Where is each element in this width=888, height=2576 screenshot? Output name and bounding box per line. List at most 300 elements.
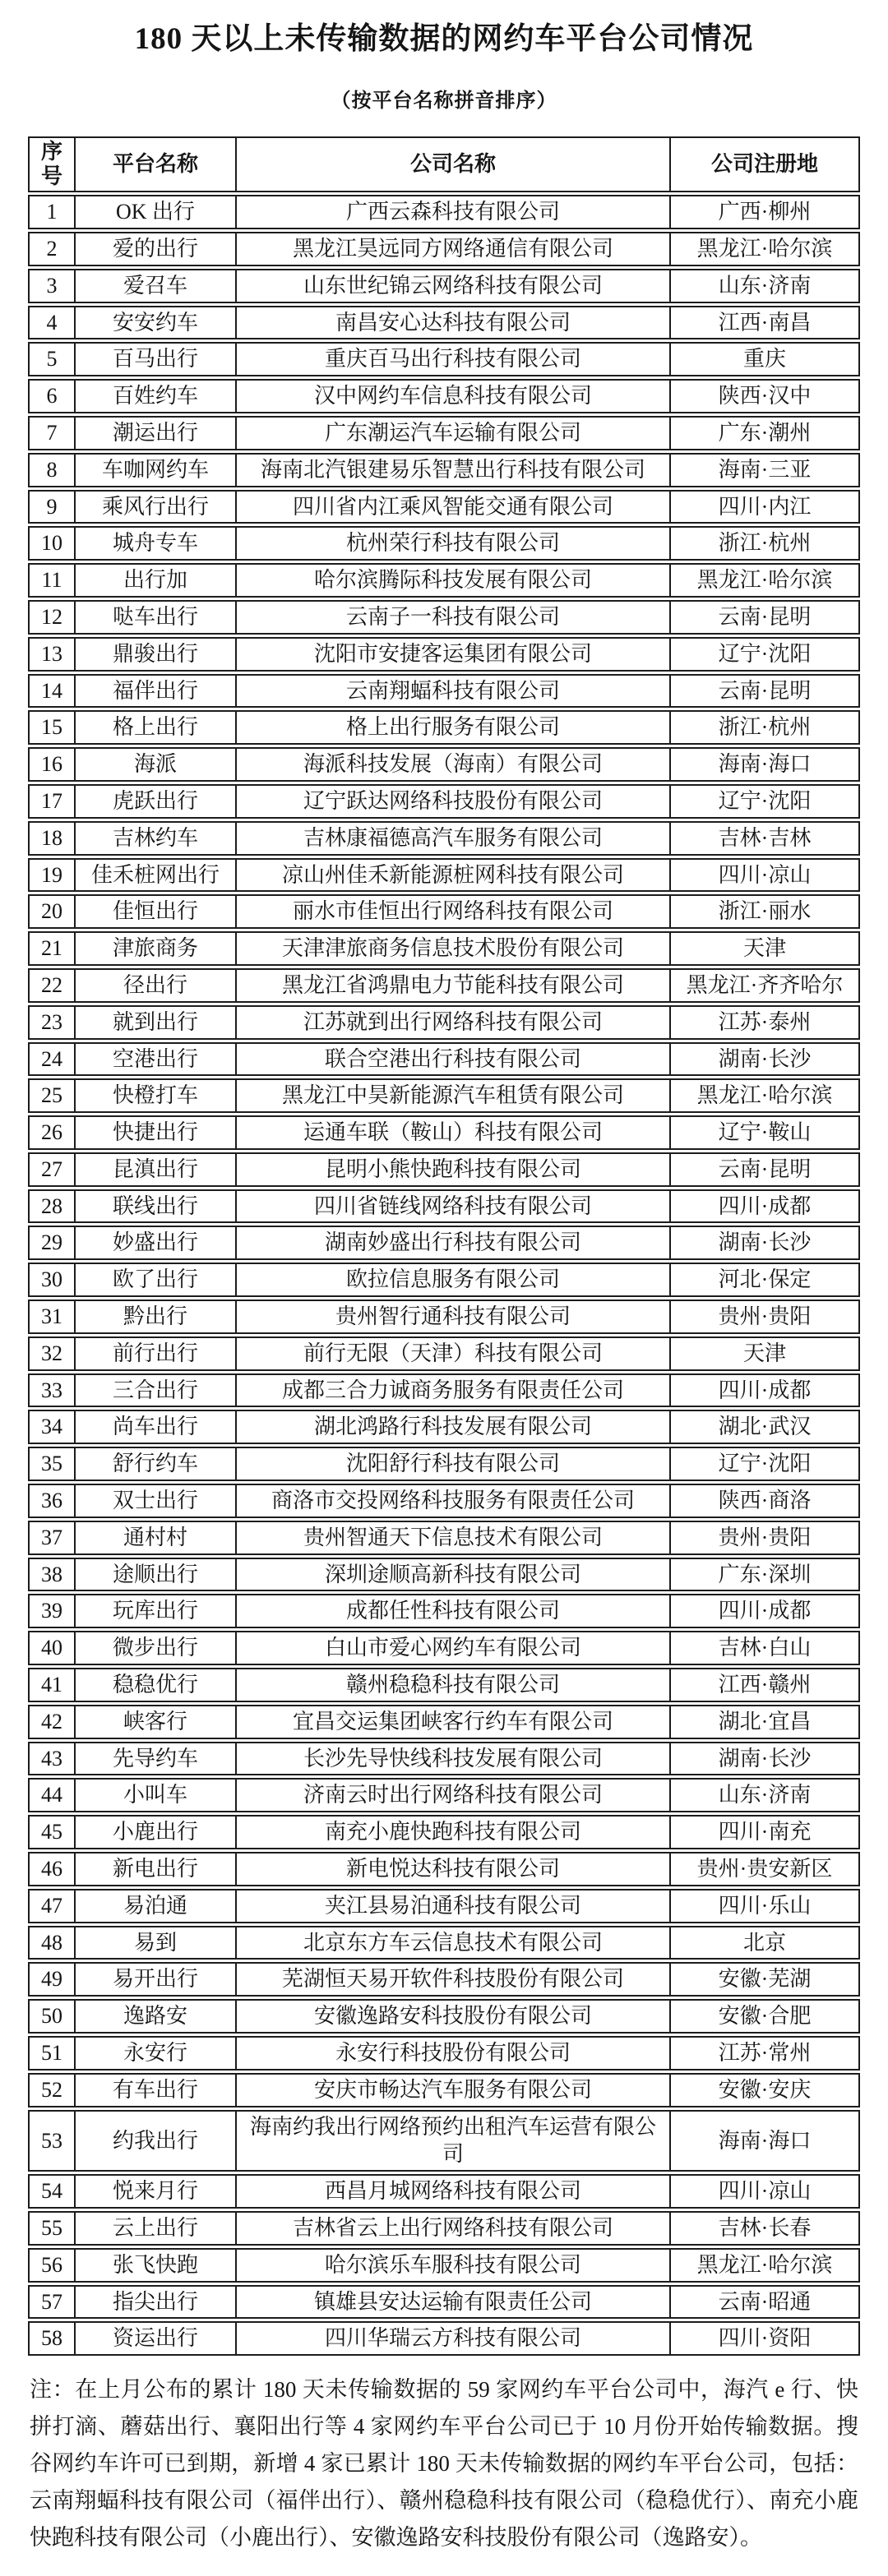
row-number-cell: 48 — [28, 1926, 76, 1960]
registration-place-cell: 四川·成都 — [671, 1373, 860, 1408]
company-name-cell: 湖南妙盛出行科技有限公司 — [237, 1226, 671, 1260]
platform-name-cell: 双士出行 — [76, 1484, 237, 1518]
company-name-cell: 黑龙江中昊新能源汽车租赁有限公司 — [237, 1078, 671, 1113]
company-name-cell: 哈尔滨腾际科技发展有限公司 — [237, 563, 671, 598]
platform-name-cell: 约我出行 — [76, 2110, 237, 2172]
platform-name-cell: 安安约车 — [76, 306, 237, 340]
row-number-cell: 39 — [28, 1594, 76, 1628]
registration-place-cell: 山东·济南 — [671, 1778, 860, 1812]
table-row — [28, 1668, 860, 1702]
col-header-registration-place: 公司注册地 — [671, 136, 860, 192]
registration-place-cell: 安徽·安庆 — [671, 2073, 860, 2107]
registration-place-cell: 天津 — [671, 931, 860, 966]
platform-name-cell: 就到出行 — [76, 1005, 237, 1040]
company-name-cell: 联合空港出行科技有限公司 — [237, 1042, 671, 1077]
platform-name-cell: 车咖网约车 — [76, 453, 237, 487]
company-name-cell: 黑龙江省鸿鼎电力节能科技有限公司 — [237, 968, 671, 1003]
table-row — [28, 2285, 860, 2320]
platform-table — [28, 134, 860, 2358]
table-row — [28, 1558, 860, 1592]
table-row — [28, 1815, 860, 1849]
registration-place-cell: 江西·赣州 — [671, 1668, 860, 1702]
row-number-cell: 2 — [28, 232, 76, 266]
platform-name-cell: 出行加 — [76, 563, 237, 598]
company-name-cell: 凉山州佳禾新能源桩网科技有限公司 — [237, 858, 671, 893]
registration-place-cell: 云南·昆明 — [671, 1152, 860, 1187]
registration-place-cell: 辽宁·鞍山 — [671, 1115, 860, 1150]
table-row — [28, 1742, 860, 1776]
platform-name-cell: 云上出行 — [76, 2211, 237, 2246]
company-name-cell: 广东潮运汽车运输有限公司 — [237, 416, 671, 450]
row-number-cell: 22 — [28, 968, 76, 1003]
table-row — [28, 526, 860, 561]
row-number-cell: 26 — [28, 1115, 76, 1150]
row-number-cell: 5 — [28, 342, 76, 376]
table-row — [28, 1594, 860, 1628]
company-name-cell: 天津津旅商务信息技术股份有限公司 — [237, 931, 671, 966]
registration-place-cell: 安徽·芜湖 — [671, 1962, 860, 1997]
company-name-cell: 白山市爱心网约车有限公司 — [237, 1631, 671, 1665]
company-name-cell: 江苏就到出行网络科技有限公司 — [237, 1005, 671, 1040]
platform-name-cell: 百马出行 — [76, 342, 237, 376]
registration-place-cell: 四川·资阳 — [671, 2321, 860, 2356]
registration-place-cell: 黑龙江·哈尔滨 — [671, 563, 860, 598]
company-name-cell: 海派科技发展（海南）有限公司 — [237, 747, 671, 782]
registration-place-cell: 浙江·丽水 — [671, 894, 860, 929]
row-number-cell: 25 — [28, 1078, 76, 1113]
platform-name-cell: 指尖出行 — [76, 2285, 237, 2320]
registration-place-cell: 吉林·长春 — [671, 2211, 860, 2246]
platform-name-cell: 城舟专车 — [76, 526, 237, 561]
row-number-cell: 7 — [28, 416, 76, 450]
col-header-company-name: 公司名称 — [237, 136, 671, 192]
table-row — [28, 1926, 860, 1960]
registration-place-cell: 海南·海口 — [671, 2110, 860, 2172]
registration-place-cell: 四川·凉山 — [671, 858, 860, 893]
registration-place-cell: 四川·成都 — [671, 1594, 860, 1628]
table-row — [28, 490, 860, 524]
table-row — [28, 563, 860, 598]
company-name-cell: 南充小鹿快跑科技有限公司 — [237, 1815, 671, 1849]
company-name-cell: 长沙先导快线科技发展有限公司 — [237, 1742, 671, 1776]
row-number-cell: 14 — [28, 674, 76, 709]
table-row — [28, 416, 860, 450]
company-name-cell: 四川华瑞云方科技有限公司 — [237, 2321, 671, 2356]
registration-place-cell: 广西·柳州 — [671, 195, 860, 229]
row-number-cell: 29 — [28, 1226, 76, 1260]
row-number-cell: 21 — [28, 931, 76, 966]
registration-place-cell: 辽宁·沈阳 — [671, 784, 860, 819]
registration-place-cell: 江苏·常州 — [671, 2036, 860, 2070]
table-row — [28, 747, 860, 782]
registration-place-cell: 广东·深圳 — [671, 1558, 860, 1592]
row-number-cell: 24 — [28, 1042, 76, 1077]
table-row — [28, 1889, 860, 1923]
company-name-cell: 广西云森科技有限公司 — [237, 195, 671, 229]
platform-name-cell: 百姓约车 — [76, 379, 237, 413]
table-row — [28, 1852, 860, 1886]
platform-name-cell: 潮运出行 — [76, 416, 237, 450]
company-name-cell: 贵州智行通科技有限公司 — [237, 1300, 671, 1334]
company-name-cell: 吉林省云上出行网络科技有限公司 — [237, 2211, 671, 2246]
table-row — [28, 1226, 860, 1260]
registration-place-cell: 四川·内江 — [671, 490, 860, 524]
company-name-cell: 欧拉信息服务有限公司 — [237, 1263, 671, 1297]
table-row — [28, 1078, 860, 1113]
table-row — [28, 710, 860, 745]
table-row — [28, 269, 860, 303]
company-name-cell: 昆明小熊快跑科技有限公司 — [237, 1152, 671, 1187]
table-row — [28, 2174, 860, 2209]
row-number-cell: 20 — [28, 894, 76, 929]
company-name-cell: 宜昌交运集团峡客行约车有限公司 — [237, 1705, 671, 1739]
platform-name-cell: 三合出行 — [76, 1373, 237, 1408]
registration-place-cell: 黑龙江·齐齐哈尔 — [671, 968, 860, 1003]
platform-name-cell: 佳恒出行 — [76, 894, 237, 929]
table-row — [28, 1189, 860, 1224]
platform-name-cell: 昆滇出行 — [76, 1152, 237, 1187]
row-number-cell: 28 — [28, 1189, 76, 1224]
company-name-cell: 夹江县易泊通科技有限公司 — [237, 1889, 671, 1923]
company-name-cell: 沈阳舒行科技有限公司 — [237, 1447, 671, 1481]
platform-name-cell: 微步出行 — [76, 1631, 237, 1665]
table-row — [28, 1447, 860, 1481]
table-row — [28, 784, 860, 819]
registration-place-cell: 云南·昆明 — [671, 674, 860, 709]
registration-place-cell: 辽宁·沈阳 — [671, 637, 860, 672]
company-name-cell: 北京东方车云信息技术有限公司 — [237, 1926, 671, 1960]
registration-place-cell: 海南·三亚 — [671, 453, 860, 487]
platform-name-cell: 前行出行 — [76, 1336, 237, 1371]
platform-name-cell: 舒行约车 — [76, 1447, 237, 1481]
platform-name-cell: 福伴出行 — [76, 674, 237, 709]
platform-name-cell: 途顺出行 — [76, 1558, 237, 1592]
row-number-cell: 8 — [28, 453, 76, 487]
company-name-cell: 湖北鸿路行科技发展有限公司 — [237, 1410, 671, 1444]
row-number-cell: 23 — [28, 1005, 76, 1040]
row-number-cell: 35 — [28, 1447, 76, 1481]
row-number-cell: 50 — [28, 1999, 76, 2034]
platform-name-cell: 妙盛出行 — [76, 1226, 237, 1260]
platform-name-cell: 易开出行 — [76, 1962, 237, 1997]
table-row — [28, 1410, 860, 1444]
platform-name-cell: 哒车出行 — [76, 600, 237, 635]
company-name-cell: 南昌安心达科技有限公司 — [237, 306, 671, 340]
company-name-cell: 山东世纪锦云网络科技有限公司 — [237, 269, 671, 303]
row-number-cell: 33 — [28, 1373, 76, 1408]
row-number-cell: 52 — [28, 2073, 76, 2107]
company-name-cell: 安徽逸路安科技股份有限公司 — [237, 1999, 671, 2034]
company-name-cell: 汉中网约车信息科技有限公司 — [237, 379, 671, 413]
row-number-cell: 42 — [28, 1705, 76, 1739]
company-name-cell: 安庆市畅达汽车服务有限公司 — [237, 2073, 671, 2107]
footnote: 注：在上月公布的累计 180 天未传输数据的 59 家网约车平台公司中，海汽 e 行、快拼打滴、蘑菇出行、襄阳出行等 4 家网约车平台公司已于 10 月份开始传输数据。搜谷网约车许可已到期，新增 4 家已累计 180 天未传输数据的网约车平台公司，包括：云南翔蝠科技有限公司（福伴出行）、赣州稳稳科技有限公司（稳稳优行）、南充小鹿快跑科技有限公司（小鹿出行）、安徽逸路安科技股份有限公司（逸路安）。 — [30, 2377, 858, 2551]
row-number-cell: 11 — [28, 563, 76, 598]
registration-place-cell: 江苏·泰州 — [671, 1005, 860, 1040]
table-row — [28, 821, 860, 856]
platform-name-cell: 径出行 — [76, 968, 237, 1003]
table-row — [28, 931, 860, 966]
company-name-cell: 成都三合力诚商务服务有限责任公司 — [237, 1373, 671, 1408]
row-number-cell: 30 — [28, 1263, 76, 1297]
row-number-cell: 27 — [28, 1152, 76, 1187]
company-name-cell: 赣州稳稳科技有限公司 — [237, 1668, 671, 1702]
platform-name-cell: 通村村 — [76, 1521, 237, 1555]
registration-place-cell: 四川·成都 — [671, 1189, 860, 1224]
registration-place-cell: 湖南·长沙 — [671, 1742, 860, 1776]
table-row — [28, 1484, 860, 1518]
table-row — [28, 1042, 860, 1077]
table-row — [28, 894, 860, 929]
company-name-cell: 前行无限（天津）科技有限公司 — [237, 1336, 671, 1371]
table-row — [28, 232, 860, 266]
registration-place-cell: 重庆 — [671, 342, 860, 376]
row-number-cell: 12 — [28, 600, 76, 635]
registration-place-cell: 安徽·合肥 — [671, 1999, 860, 2034]
table-row — [28, 858, 860, 893]
platform-name-cell: 爱召车 — [76, 269, 237, 303]
table-row — [28, 2211, 860, 2246]
table-row — [28, 600, 860, 635]
registration-place-cell: 天津 — [671, 1336, 860, 1371]
registration-place-cell: 四川·凉山 — [671, 2174, 860, 2209]
platform-name-cell: 津旅商务 — [76, 931, 237, 966]
platform-name-cell: 易到 — [76, 1926, 237, 1960]
company-name-cell: 丽水市佳恒出行网络科技有限公司 — [237, 894, 671, 929]
table-row — [28, 306, 860, 340]
table-row — [28, 379, 860, 413]
registration-place-cell: 浙江·杭州 — [671, 526, 860, 561]
table-row — [28, 1115, 860, 1150]
platform-name-cell: 快捷出行 — [76, 1115, 237, 1150]
page-title: 180 天以上未传输数据的网约车平台公司情况 — [134, 22, 754, 56]
row-number-cell: 56 — [28, 2248, 76, 2283]
company-name-cell: 重庆百马出行科技有限公司 — [237, 342, 671, 376]
row-number-cell: 9 — [28, 490, 76, 524]
row-number-cell: 53 — [28, 2110, 76, 2172]
company-name-cell: 西昌月城网络科技有限公司 — [237, 2174, 671, 2209]
row-number-cell: 10 — [28, 526, 76, 561]
row-number-cell: 37 — [28, 1521, 76, 1555]
registration-place-cell: 四川·乐山 — [671, 1889, 860, 1923]
company-name-cell: 云南子一科技有限公司 — [237, 600, 671, 635]
platform-name-cell: 逸路安 — [76, 1999, 237, 2034]
registration-place-cell: 四川·南充 — [671, 1815, 860, 1849]
row-number-cell: 54 — [28, 2174, 76, 2209]
registration-place-cell: 辽宁·沈阳 — [671, 1447, 860, 1481]
platform-name-cell: 峡客行 — [76, 1705, 237, 1739]
col-header-platform-name: 平台名称 — [76, 136, 237, 192]
table-row — [28, 1778, 860, 1812]
company-name-cell: 新电悦达科技有限公司 — [237, 1852, 671, 1886]
row-number-cell: 55 — [28, 2211, 76, 2246]
platform-name-cell: 黔出行 — [76, 1300, 237, 1334]
table-row — [28, 195, 860, 229]
platform-name-cell: 乘风行出行 — [76, 490, 237, 524]
registration-place-cell: 江西·南昌 — [671, 306, 860, 340]
company-name-cell: 云南翔蝠科技有限公司 — [237, 674, 671, 709]
row-number-cell: 49 — [28, 1962, 76, 1997]
platform-name-cell: 吉林约车 — [76, 821, 237, 856]
platform-name-cell: 爱的出行 — [76, 232, 237, 266]
row-number-cell: 45 — [28, 1815, 76, 1849]
platform-name-cell: 新电出行 — [76, 1852, 237, 1886]
platform-name-cell: 张飞快跑 — [76, 2248, 237, 2283]
table-row — [28, 1263, 860, 1297]
row-number-cell: 34 — [28, 1410, 76, 1444]
registration-place-cell: 云南·昆明 — [671, 600, 860, 635]
platform-name-cell: 尚车出行 — [76, 1410, 237, 1444]
company-name-cell: 芜湖恒天易开软件科技股份有限公司 — [237, 1962, 671, 1997]
company-name-cell: 成都任性科技有限公司 — [237, 1594, 671, 1628]
registration-place-cell: 浙江·杭州 — [671, 710, 860, 745]
row-number-cell: 46 — [28, 1852, 76, 1886]
registration-place-cell: 海南·海口 — [671, 747, 860, 782]
row-number-cell: 19 — [28, 858, 76, 893]
row-number-cell: 40 — [28, 1631, 76, 1665]
table-header-row — [28, 136, 860, 192]
row-number-cell: 38 — [28, 1558, 76, 1592]
platform-name-cell: 虎跃出行 — [76, 784, 237, 819]
row-number-cell: 32 — [28, 1336, 76, 1371]
company-name-cell: 四川省内江乘风智能交通有限公司 — [237, 490, 671, 524]
registration-place-cell: 贵州·贵阳 — [671, 1300, 860, 1334]
company-name-cell: 哈尔滨乐车服科技有限公司 — [237, 2248, 671, 2283]
registration-place-cell: 陕西·商洛 — [671, 1484, 860, 1518]
row-number-cell: 16 — [28, 747, 76, 782]
platform-name-cell: 空港出行 — [76, 1042, 237, 1077]
table-row — [28, 968, 860, 1003]
row-number-cell: 6 — [28, 379, 76, 413]
platform-name-cell: 小鹿出行 — [76, 1815, 237, 1849]
row-number-cell: 44 — [28, 1778, 76, 1812]
table-row — [28, 1999, 860, 2034]
table-row — [28, 1300, 860, 1334]
table-row — [28, 1705, 860, 1739]
row-number-cell: 15 — [28, 710, 76, 745]
col-header-index: 序号 — [28, 136, 76, 192]
platform-name-cell: 佳禾桩网出行 — [76, 858, 237, 893]
company-name-cell: 海南北汽银建易乐智慧出行科技有限公司 — [237, 453, 671, 487]
platform-name-cell: 永安行 — [76, 2036, 237, 2070]
registration-place-cell: 云南·昭通 — [671, 2285, 860, 2320]
company-name-cell: 四川省链线网络科技有限公司 — [237, 1189, 671, 1224]
row-number-cell: 43 — [28, 1742, 76, 1776]
platform-name-cell: 鼎骏出行 — [76, 637, 237, 672]
row-number-cell: 31 — [28, 1300, 76, 1334]
registration-place-cell: 湖南·长沙 — [671, 1226, 860, 1260]
company-name-cell: 永安行科技股份有限公司 — [237, 2036, 671, 2070]
table-row — [28, 2248, 860, 2283]
registration-place-cell: 山东·济南 — [671, 269, 860, 303]
company-name-cell: 贵州智通天下信息技术有限公司 — [237, 1521, 671, 1555]
registration-place-cell: 河北·保定 — [671, 1263, 860, 1297]
platform-name-cell: 小叫车 — [76, 1778, 237, 1812]
platform-name-cell: 易泊通 — [76, 1889, 237, 1923]
company-name-cell: 沈阳市安捷客运集团有限公司 — [237, 637, 671, 672]
table-row — [28, 453, 860, 487]
table-row — [28, 1005, 860, 1040]
registration-place-cell: 陕西·汉中 — [671, 379, 860, 413]
registration-place-cell: 湖北·武汉 — [671, 1410, 860, 1444]
platform-name-cell: 欧了出行 — [76, 1263, 237, 1297]
table-row — [28, 1152, 860, 1187]
company-name-cell: 海南约我出行网络预约出租汽车运营有限公司 — [237, 2110, 671, 2172]
table-row — [28, 342, 860, 376]
registration-place-cell: 广东·潮州 — [671, 416, 860, 450]
platform-name-cell: 联线出行 — [76, 1189, 237, 1224]
registration-place-cell: 湖北·宜昌 — [671, 1705, 860, 1739]
company-name-cell: 格上出行服务有限公司 — [237, 710, 671, 745]
table-row — [28, 674, 860, 709]
table-row — [28, 637, 860, 672]
page-subtitle: （按平台名称拼音排序） — [331, 90, 557, 113]
row-number-cell: 51 — [28, 2036, 76, 2070]
platform-name-cell: 玩库出行 — [76, 1594, 237, 1628]
table-row — [28, 1521, 860, 1555]
row-number-cell: 36 — [28, 1484, 76, 1518]
row-number-cell: 58 — [28, 2321, 76, 2356]
table-body — [28, 195, 860, 2356]
company-name-cell: 济南云时出行网络科技有限公司 — [237, 1778, 671, 1812]
company-name-cell: 杭州荣行科技有限公司 — [237, 526, 671, 561]
platform-name-cell: 资运出行 — [76, 2321, 237, 2356]
platform-name-cell: 先导约车 — [76, 1742, 237, 1776]
table-row — [28, 1336, 860, 1371]
registration-place-cell: 黑龙江·哈尔滨 — [671, 2248, 860, 2283]
table-row — [28, 1962, 860, 1997]
company-name-cell: 辽宁跃达网络科技股份有限公司 — [237, 784, 671, 819]
platform-name-cell: 悦来月行 — [76, 2174, 237, 2209]
registration-place-cell: 北京 — [671, 1926, 860, 1960]
company-name-cell: 运通车联（鞍山）科技有限公司 — [237, 1115, 671, 1150]
row-number-cell: 18 — [28, 821, 76, 856]
registration-place-cell: 吉林·吉林 — [671, 821, 860, 856]
row-number-cell: 17 — [28, 784, 76, 819]
registration-place-cell: 吉林·白山 — [671, 1631, 860, 1665]
company-name-cell: 商洛市交投网络科技服务有限责任公司 — [237, 1484, 671, 1518]
company-name-cell: 镇雄县安达运输有限责任公司 — [237, 2285, 671, 2320]
platform-name-cell: 格上出行 — [76, 710, 237, 745]
table-row — [28, 2073, 860, 2107]
company-name-cell: 深圳途顺高新科技有限公司 — [237, 1558, 671, 1592]
registration-place-cell: 贵州·贵阳 — [671, 1521, 860, 1555]
registration-place-cell: 湖南·长沙 — [671, 1042, 860, 1077]
platform-name-cell: 海派 — [76, 747, 237, 782]
row-number-cell: 41 — [28, 1668, 76, 1702]
platform-name-cell: 有车出行 — [76, 2073, 237, 2107]
row-number-cell: 4 — [28, 306, 76, 340]
table-row — [28, 2321, 860, 2356]
company-name-cell: 吉林康福德高汽车服务有限公司 — [237, 821, 671, 856]
registration-place-cell: 黑龙江·哈尔滨 — [671, 1078, 860, 1113]
row-number-cell: 3 — [28, 269, 76, 303]
registration-place-cell: 贵州·贵安新区 — [671, 1852, 860, 1886]
platform-name-cell: 稳稳优行 — [76, 1668, 237, 1702]
table-row — [28, 1631, 860, 1665]
row-number-cell: 57 — [28, 2285, 76, 2320]
table-row — [28, 2110, 860, 2172]
table-row — [28, 1373, 860, 1408]
table-row — [28, 2036, 860, 2070]
platform-name-cell: OK 出行 — [76, 195, 237, 229]
row-number-cell: 13 — [28, 637, 76, 672]
row-number-cell: 1 — [28, 195, 76, 229]
row-number-cell: 47 — [28, 1889, 76, 1923]
company-name-cell: 黑龙江昊远同方网络通信有限公司 — [237, 232, 671, 266]
registration-place-cell: 黑龙江·哈尔滨 — [671, 232, 860, 266]
platform-name-cell: 快橙打车 — [76, 1078, 237, 1113]
